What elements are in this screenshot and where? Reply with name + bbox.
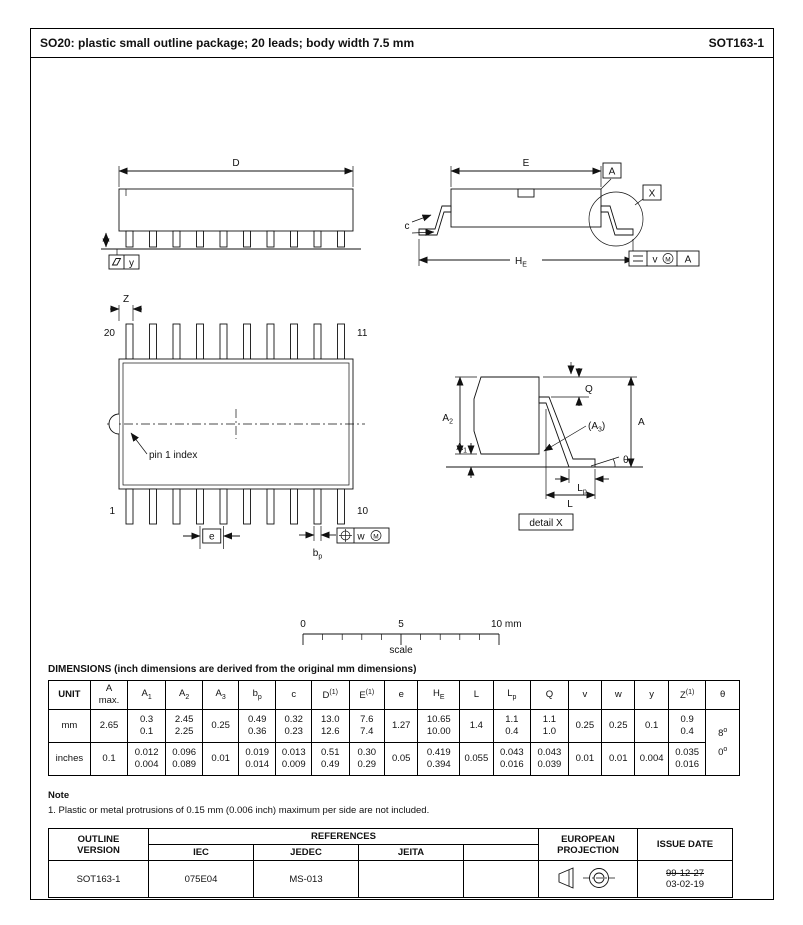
references-header: REFERENCES bbox=[149, 829, 539, 845]
label-theta: θ bbox=[623, 455, 629, 466]
a1-dimension bbox=[456, 442, 471, 478]
label-e-pitch: e bbox=[208, 531, 215, 543]
svg-text:M: M bbox=[373, 533, 379, 541]
package-body-side bbox=[119, 189, 353, 231]
issue-date-new: 03-02-19 bbox=[665, 879, 705, 890]
y-flatness-flag bbox=[109, 249, 139, 269]
detail-x-view bbox=[442, 362, 645, 530]
label-a1: $A_1$ bbox=[456, 442, 467, 455]
cell: 0.01 bbox=[602, 743, 635, 776]
issue-date-header: ISSUE DATE bbox=[638, 829, 733, 861]
pin-number-1: 1 bbox=[109, 506, 115, 517]
unit-cell: mm bbox=[49, 710, 91, 743]
cell: 0.01 bbox=[203, 743, 238, 776]
e-pitch-dimension bbox=[183, 526, 240, 549]
label-y: y bbox=[129, 258, 134, 269]
label-a2: $A_2$ bbox=[442, 413, 453, 426]
references-table bbox=[48, 828, 733, 898]
col-header: $D^{(1)}$ bbox=[311, 681, 349, 710]
col-header: θ bbox=[706, 681, 740, 710]
cell: 7.6 7.4 bbox=[349, 710, 384, 743]
cell: 0.51 0.49 bbox=[311, 743, 349, 776]
col-header-unit: UNIT bbox=[49, 681, 91, 710]
col-header: w bbox=[602, 681, 635, 710]
issue-date-value bbox=[638, 861, 733, 898]
european-projection-header: EUROPEAN PROJECTION bbox=[539, 829, 638, 861]
dimensions-table bbox=[48, 680, 740, 776]
leads-side bbox=[126, 231, 345, 247]
projection-symbol-cell bbox=[539, 861, 638, 898]
cell: 1.27 bbox=[385, 710, 418, 743]
cell: 0.096 0.089 bbox=[165, 743, 203, 776]
col-header: L bbox=[460, 681, 493, 710]
label-lp: $L_p$ bbox=[577, 483, 587, 496]
label-z: Z bbox=[122, 294, 130, 305]
jedec-value: MS-013 bbox=[254, 861, 359, 898]
detail-x-flag bbox=[635, 185, 661, 205]
col-header: $A_2$ bbox=[165, 681, 203, 710]
mold-mark bbox=[518, 189, 534, 197]
cell: 2.45 2.25 bbox=[165, 710, 203, 743]
label-x: X bbox=[648, 188, 656, 200]
top-view bbox=[104, 294, 389, 561]
cell: 0.25 bbox=[203, 710, 238, 743]
lead-right bbox=[601, 206, 633, 235]
a3-label bbox=[544, 421, 605, 451]
note-title: Note bbox=[48, 790, 70, 801]
label-a3: $(A_3)$ bbox=[588, 421, 606, 434]
svg-text:M: M bbox=[665, 256, 671, 264]
col-header: $A_1$ bbox=[128, 681, 166, 710]
note-section bbox=[48, 790, 738, 816]
cell-theta: 8$^o$ 0$^o$ bbox=[706, 710, 740, 776]
pin-number-11: 11 bbox=[357, 328, 368, 339]
side-view bbox=[101, 158, 361, 269]
blank-header bbox=[464, 845, 539, 861]
label-q: Q bbox=[585, 384, 593, 395]
label-w: w bbox=[357, 531, 365, 543]
he-dimension bbox=[419, 239, 633, 269]
blank-value bbox=[464, 861, 539, 898]
lead-cross-section bbox=[539, 397, 595, 467]
cell: 0.1 bbox=[635, 710, 668, 743]
issue-date-old: 99-12-27 bbox=[665, 868, 705, 879]
cell: 2.65 bbox=[90, 710, 128, 743]
iec-value: 075E04 bbox=[149, 861, 254, 898]
col-header: y bbox=[635, 681, 668, 710]
first-angle-projection-icon bbox=[553, 864, 623, 892]
bp-dimension bbox=[299, 526, 336, 561]
pin1-index-mark bbox=[109, 414, 119, 434]
col-header: e bbox=[385, 681, 418, 710]
cell: 0.004 bbox=[635, 743, 668, 776]
col-header: v bbox=[568, 681, 601, 710]
e-dimension bbox=[451, 158, 601, 187]
pin-number-20: 20 bbox=[103, 328, 115, 339]
cell: 0.012 0.004 bbox=[128, 743, 166, 776]
cell: 1.1 1.0 bbox=[531, 710, 569, 743]
label-a: A bbox=[638, 417, 645, 428]
scale-0: 0 bbox=[300, 619, 306, 630]
col-header: $A_3$ bbox=[203, 681, 238, 710]
lp-dimension bbox=[555, 469, 609, 499]
dims-header-row bbox=[49, 681, 740, 710]
scale-10: 10 mm bbox=[491, 619, 522, 630]
col-header: $L_p$ bbox=[493, 681, 531, 710]
scale-5: 5 bbox=[398, 619, 404, 630]
cell: 0.9 0.4 bbox=[668, 710, 706, 743]
cell: 0.01 bbox=[568, 743, 601, 776]
datum-a-flag bbox=[601, 163, 621, 189]
label-d: D bbox=[232, 158, 240, 169]
col-header: $Z^{(1)}$ bbox=[668, 681, 706, 710]
cell: 0.32 0.23 bbox=[276, 710, 311, 743]
col-header: A max. bbox=[90, 681, 128, 710]
page-header bbox=[31, 29, 773, 58]
jeita-value bbox=[359, 861, 464, 898]
pins-bottom bbox=[126, 489, 345, 524]
label-c: c bbox=[404, 221, 410, 232]
cell: 0.019 0.014 bbox=[238, 743, 276, 776]
ref-header-row-1 bbox=[49, 829, 733, 845]
svg-text:detail X: detail X bbox=[529, 518, 563, 529]
end-view bbox=[405, 158, 700, 269]
cell: 0.1 bbox=[90, 743, 128, 776]
scale-bar bbox=[300, 619, 521, 656]
col-header: $H_E$ bbox=[418, 681, 460, 710]
ref-data-row bbox=[49, 861, 733, 898]
dims-row-mm bbox=[49, 710, 740, 743]
cell: 0.055 bbox=[460, 743, 493, 776]
iec-header: IEC bbox=[149, 845, 254, 861]
pin-number-10: 10 bbox=[357, 506, 369, 517]
label-e: E bbox=[522, 158, 530, 169]
col-header: Q bbox=[531, 681, 569, 710]
theta-label bbox=[591, 455, 629, 467]
cell: 0.25 bbox=[602, 710, 635, 743]
label-a-ref: A bbox=[684, 254, 692, 266]
label-he: $H_E$ bbox=[515, 256, 527, 269]
cell: 0.043 0.016 bbox=[493, 743, 531, 776]
note-item: 1. Plastic or metal protrusions of 0.15 mm (0.006 inch) maximum per side are not included. bbox=[48, 805, 430, 816]
label-bp: $b_p$ bbox=[312, 548, 323, 561]
cell: 10.65 10.00 bbox=[418, 710, 460, 743]
cell: 1.1 0.4 bbox=[493, 710, 531, 743]
label-datum-a: A bbox=[608, 166, 616, 178]
lead-left bbox=[419, 206, 451, 235]
label-v: v bbox=[652, 254, 658, 266]
cell: 0.49 0.36 bbox=[238, 710, 276, 743]
cell: 0.043 0.039 bbox=[531, 743, 569, 776]
cell: 0.419 0.394 bbox=[418, 743, 460, 776]
body-cross-section bbox=[474, 377, 539, 454]
cell: 0.035 0.016 bbox=[668, 743, 706, 776]
col-header: $E^{(1)}$ bbox=[349, 681, 384, 710]
d-dimension bbox=[119, 158, 353, 187]
label-pin1-index: pin 1 index bbox=[149, 450, 198, 461]
col-header: c bbox=[276, 681, 311, 710]
jedec-header: JEDEC bbox=[254, 845, 359, 861]
q-dimension bbox=[551, 368, 593, 406]
references-section bbox=[48, 828, 733, 898]
pins-top bbox=[126, 324, 345, 359]
dimensions-heading: DIMENSIONS (inch dimensions are derived from the original mm dimensions) bbox=[48, 664, 417, 675]
cell: 1.4 bbox=[460, 710, 493, 743]
jeita-header: JEITA bbox=[359, 845, 464, 861]
package-code: SOT163-1 bbox=[708, 36, 764, 50]
outline-version-header: OUTLINE VERSION bbox=[49, 829, 149, 861]
detail-x-caption bbox=[519, 514, 573, 530]
outline-version-value: SOT163-1 bbox=[49, 861, 149, 898]
dims-row-inches bbox=[49, 743, 740, 776]
col-header: $b_p$ bbox=[238, 681, 276, 710]
package-drawings bbox=[31, 59, 774, 659]
cell: 0.3 0.1 bbox=[128, 710, 166, 743]
tolerance-frame-v bbox=[629, 251, 699, 266]
dimensions-section bbox=[48, 664, 742, 776]
cell: 13.0 12.6 bbox=[311, 710, 349, 743]
tolerance-frame-w bbox=[337, 528, 389, 543]
cell: 0.05 bbox=[385, 743, 418, 776]
z-dimension bbox=[110, 294, 142, 321]
unit-cell: inches bbox=[49, 743, 91, 776]
label-l: L bbox=[567, 499, 573, 510]
cell: 0.30 0.29 bbox=[349, 743, 384, 776]
scale-caption: scale bbox=[389, 645, 413, 656]
cell: 0.25 bbox=[568, 710, 601, 743]
cell: 0.013 0.009 bbox=[276, 743, 311, 776]
page-title: SO20: plastic small outline package; 20 leads; body width 7.5 mm bbox=[40, 36, 415, 50]
